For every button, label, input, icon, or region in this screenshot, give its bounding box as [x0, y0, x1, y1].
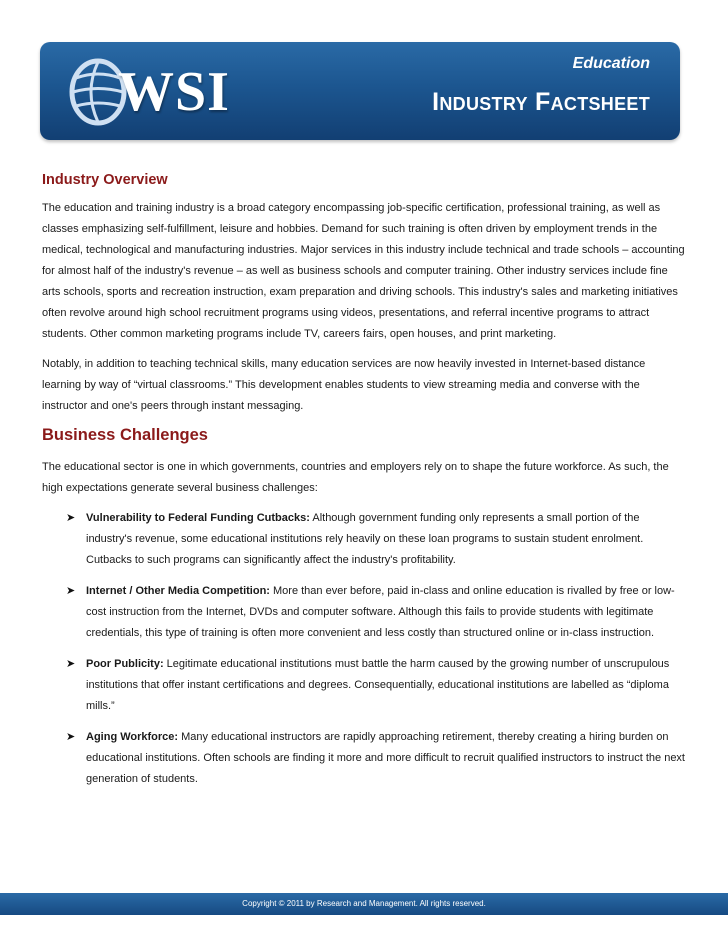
- arrow-bullet-icon: ➤: [66, 658, 76, 670]
- footer-bar: [0, 893, 728, 915]
- challenge-text: Legitimate educational institutions must battle the harm caused by the growing number of unscrupulous institutions that offer instant certifications and degrees. Consequentially, educational institutions are labelled as “diploma mills.”: [86, 658, 670, 712]
- document-title: Industry Factsheet: [432, 88, 650, 116]
- list-item: [66, 727, 686, 790]
- arrow-bullet-icon: ➤: [66, 731, 76, 743]
- logo-wordmark: WSI: [118, 61, 230, 123]
- category-label: Education: [572, 55, 650, 72]
- arrow-bullet-icon: ➤: [66, 512, 76, 524]
- wsi-logo: [64, 54, 254, 130]
- challenge-text: Many educational instructors are rapidly approaching retirement, thereby creating a hiring burden on educational institutions. Often schools are finding it more and more difficult to recruit qualified instructors to instruct the next generation of students.: [86, 731, 685, 785]
- challenge-text: Although government funding only represents a small portion of the industry's revenue, some educational institutions rely heavily on these loan programs to sustain student enrolment. Cutbacks to such programs can significantly affect the industry's profitability.: [86, 512, 644, 566]
- list-item: [66, 654, 686, 717]
- challenges-intro: The educational sector is one in which governments, countries and employers rely on to shape the future workforce. As such, the high expectations generate several business challenges:: [42, 461, 669, 494]
- list-item: [66, 508, 686, 571]
- copyright-text: Copyright © 2011 by Research and Management. All rights reserved.: [242, 899, 486, 908]
- challenge-term: Aging Workforce:: [86, 731, 179, 743]
- challenge-term: Vulnerability to Federal Funding Cutbacks:: [86, 512, 310, 524]
- challenges-list: [42, 508, 686, 790]
- challenge-term: Internet / Other Media Competition:: [86, 585, 270, 597]
- challenge-text: More than ever before, paid in-class and online education is rivalled by free or low-cost instruction from the Internet, DVDs and computer software. Although this fails to provide students with legitimate credentials, this type of training is often more convenient and less costly than structured online or in-class instruction.: [86, 585, 675, 639]
- section-heading-overview: Industry Overview: [42, 172, 168, 188]
- overview-paragraph: The education and training industry is a broad category encompassing job-specific certification, professional training, as well as classes emphasizing self-fulfillment, leisure and hobbies. Demand for such training is often driven by employment trends in the medical, technological and manufacturing industries. Major services in this industry include technical and trade schools – accounting for almost half of the industry's revenue – as well as business schools and computer training. Other industry services include fine arts schools, sports and recreation instruction, exam preparation and driving schools. This industry's sales and marketing initiatives often revolve around high school recruitment programs using videos, presentations, and referral incentive programs to attract students. Other common marketing programs include TV, careers fairs, open houses, and print marketing.: [42, 202, 685, 340]
- challenge-term: Poor Publicity:: [86, 658, 164, 670]
- list-item: [66, 581, 686, 644]
- arrow-bullet-icon: ➤: [66, 585, 76, 597]
- header-banner: [40, 42, 680, 140]
- section-heading-challenges: Business Challenges: [42, 426, 208, 444]
- main-content: [42, 172, 686, 800]
- overview-paragraph: Notably, in addition to teaching technical skills, many education services are now heavily invested in Internet-based distance learning by way of “virtual classrooms.” This development enables students to view streaming media and converse with the instructor and one's peers through instant messaging.: [42, 358, 646, 412]
